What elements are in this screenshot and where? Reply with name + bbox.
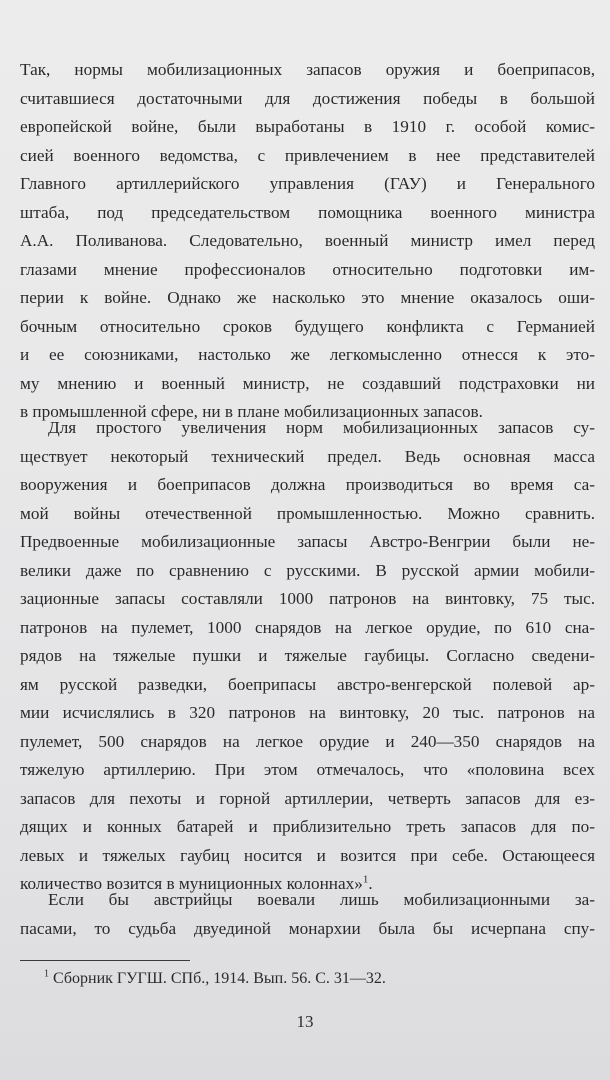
text-line: бочным относительно сроков будущего конфликта с Германией: [20, 316, 595, 336]
text-line: тяжелую артиллерию. При этом отмечалось, что «половина всех: [20, 760, 595, 779]
footnote-text: Сборник ГУГШ. СПб., 1914. Вып. 56. С. 31—32.: [53, 970, 386, 987]
text-line: ям русской разведки, боеприпасы австро-венгерской полевой ар-: [20, 674, 595, 694]
text-line: зационные запасы составляли 1000 патронов на винтовку, 75 тыс.: [20, 589, 595, 608]
text-line: А.А. Поливанова. Следовательно, военный министр имел перед: [20, 231, 595, 250]
text-line: запасов для пехоты и горной артиллерии, четверть запасов для ез-: [20, 788, 595, 808]
text-line: в промышленной сфере, ни в плане мобилизационных запасов.: [20, 402, 483, 421]
text-line: ществует некоторый технический предел. Ведь основная масса: [20, 446, 595, 466]
text-line: считавшиеся достаточными для достижения победы в большой: [20, 88, 595, 108]
text-line: перии к войне. Однако же насколько это мнение оказалось оши-: [20, 288, 595, 307]
text-line: патронов на пулемет, 1000 снарядов на легкое орудие, по 610 сна-: [20, 617, 595, 637]
text-line: Если бы австрийцы воевали лишь мобилизационными за-: [48, 890, 595, 909]
text-line: велики даже по сравнению с русскими. В русской армии мобили-: [20, 560, 595, 580]
text-line: рядов на тяжелые пушки и тяжелые гаубицы. Согласно сведени-: [20, 646, 595, 665]
period: .: [368, 874, 373, 893]
text-line: пасами, то судьба двуединой монархии была бы исчерпана спу-: [20, 918, 595, 938]
text-line: европейской войне, были выработаны в 1910 г. особой комис-: [20, 117, 595, 136]
text-line: пулемет, 500 снарядов на легкое орудие и 240—350 снарядов на: [20, 731, 595, 751]
text-line: Главного артиллерийского управления (ГАУ) и Генерального: [20, 174, 595, 193]
text-line-content: количество возится в муниционных колоннах»: [20, 874, 363, 893]
text-line: и ее союзниками, настолько же легкомысленно отнесся к это-: [20, 345, 595, 364]
text-line: Для простого увеличения норм мобилизационных запасов су-: [48, 418, 595, 437]
text-line: штаба, под председательством помощника военного министра: [20, 202, 595, 222]
footnote-divider: [20, 960, 190, 961]
text-line: Так, нормы мобилизационных запасов оружия и боеприпасов,: [20, 60, 595, 79]
paragraph-3: [20, 886, 595, 943]
page-number: 13: [296, 1012, 314, 1031]
text-line: сией военного ведомства, с привлечением в нее представителей: [20, 145, 595, 165]
text-line: вооружения и боеприпасов должна производиться во время са-: [20, 475, 595, 494]
text-line: мии исчислялись в 320 патронов на винтовку, 20 тыс. патронов на: [20, 703, 595, 722]
text-line: левых и тяжелых гаубиц носится и возится при себе. Остающееся: [20, 845, 595, 865]
footnote-marker: 1: [44, 968, 49, 980]
text-line: Предвоенные мобилизационные запасы Австро-Венгрии были не-: [20, 532, 595, 551]
paragraph-2: [20, 414, 595, 899]
text-line: дящих и конных батарей и приблизительно треть запасов для по-: [20, 817, 595, 836]
text-line: му мнению и военный министр, не создавший подстраховки ни: [20, 373, 595, 393]
footnote-reference[interactable]: 1: [362, 873, 369, 886]
paragraph-1: [20, 56, 595, 427]
footnote: [44, 968, 386, 990]
text-line: мой войны отечественной промышленностью. Можно сравнить.: [20, 503, 595, 523]
text-line: глазами мнение профессионалов относительно подготовки им-: [20, 259, 595, 279]
